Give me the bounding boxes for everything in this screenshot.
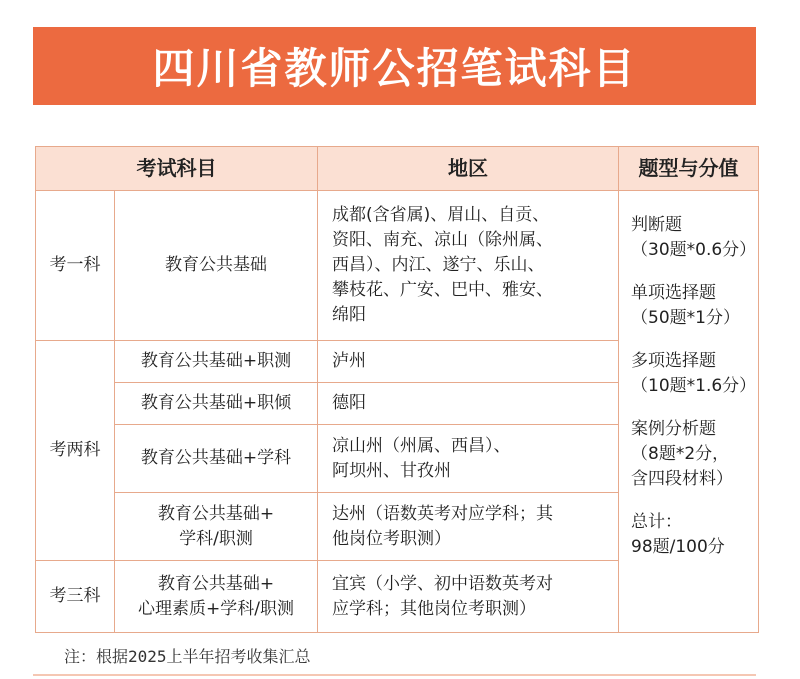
region-cell: [318, 493, 619, 561]
region-cell: [318, 191, 619, 341]
header-subject: 考试科目: [36, 147, 318, 191]
subject-cell: [115, 561, 318, 633]
header-region: 地区: [318, 147, 619, 191]
region-line: 达州（语数英考对应学科；其: [332, 503, 553, 524]
subject-line: 教育公共基础+: [157, 573, 275, 594]
subject-cell: 教育公共基础+学科: [115, 425, 318, 493]
subject-cell: 教育公共基础+职测: [115, 341, 318, 383]
region-line: 西昌）、内江、遂宁、乐山、: [332, 255, 545, 275]
question-type-true-false: 判断题 （30题*0.6分）: [631, 215, 757, 260]
title-banner: [33, 27, 756, 105]
group-label-three: 考三科: [36, 561, 115, 633]
question-type-multiple-choice: 多项选择题 （10题*1.6分）: [631, 351, 757, 396]
page-title: 四川省教师公招笔试科目: [152, 44, 637, 93]
subject-line: 教育公共基础+: [157, 503, 275, 524]
region-cell: [318, 561, 619, 633]
region-line: 绵阳: [332, 305, 366, 325]
region-cell: 泸州: [318, 341, 619, 383]
question-type-total: 总计： 98题/100分: [631, 512, 725, 557]
question-types-cell: [619, 191, 759, 633]
region-line: 攀枝花、广安、巴中、雅安、: [332, 280, 553, 300]
group-label-two: 考两科: [36, 341, 115, 561]
subject-line: 学科/职测: [179, 528, 253, 549]
subject-line: 心理素质+学科/职测: [138, 598, 294, 619]
question-type-single-choice: 单项选择题 （50题*1分）: [631, 283, 740, 328]
table-row: [36, 191, 759, 341]
region-line: 宜宾（小学、初中语数英考对: [332, 573, 553, 594]
header-types: 题型与分值: [619, 147, 759, 191]
group-label-one: 考一科: [36, 191, 115, 341]
region-line: 应学科；其他岗位考职测）: [332, 598, 536, 619]
table-header-row: [36, 147, 759, 191]
region-cell: 德阳: [318, 383, 619, 425]
subject-cell: 教育公共基础: [115, 191, 318, 341]
subject-cell: [115, 493, 318, 561]
footnote: 注：根据2025上半年招考收集汇总: [64, 647, 311, 666]
region-line: 他岗位考职测）: [332, 528, 451, 549]
region-line: 资阳、南充、凉山（除州属、: [332, 230, 553, 250]
region-line: 阿坝州、甘孜州: [332, 460, 451, 481]
subject-cell: 教育公共基础+职倾: [115, 383, 318, 425]
region-line: 凉山州（州属、西昌）、: [332, 435, 511, 456]
region-cell: [318, 425, 619, 493]
exam-subjects-table: [35, 146, 759, 633]
question-type-case-analysis: 案例分析题 （8题*2分， 含四段材料）: [631, 419, 733, 489]
region-line: 成都(含省属)、眉山、自贡、: [332, 205, 550, 225]
divider: [33, 674, 756, 676]
